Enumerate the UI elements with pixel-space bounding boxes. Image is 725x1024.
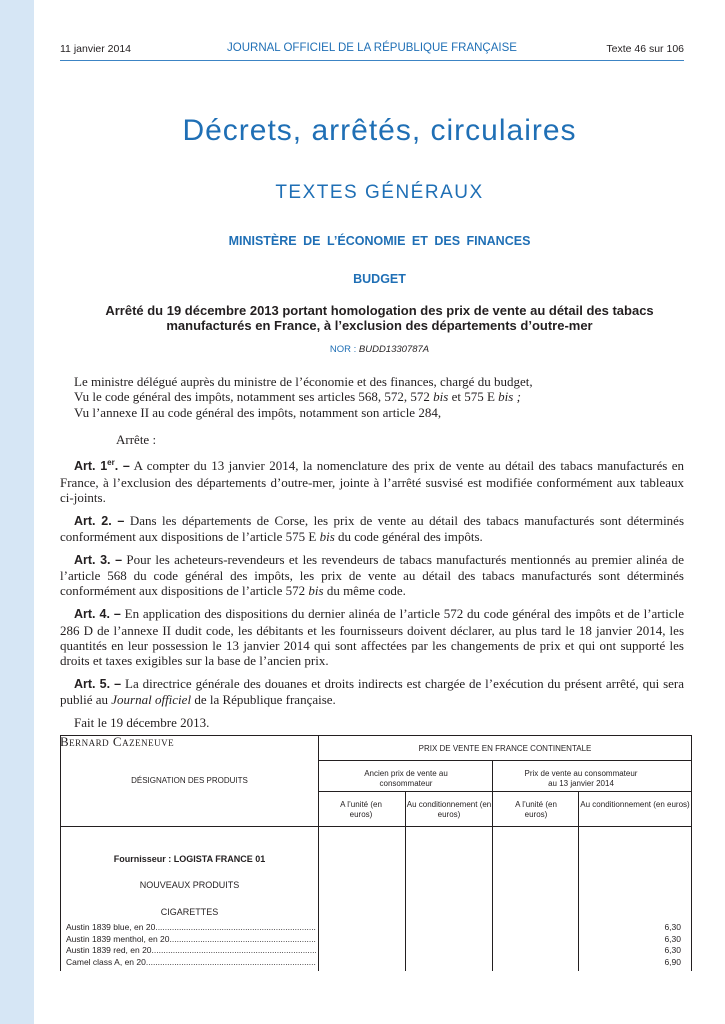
- header-text-number: Texte 46 sur 106: [606, 43, 684, 55]
- header-divider: [60, 60, 684, 61]
- signature: Bernard Cazeneuve: [60, 734, 175, 750]
- new-price-header: Prix de vente au consommateur au 13 janvier 2014: [524, 769, 638, 788]
- article-5: [60, 676, 684, 708]
- header-journal-title: JOURNAL OFFICIEL DE LA RÉPUBLIQUE FRANÇAISE: [227, 42, 517, 54]
- article-3-text-b: du même code.: [326, 583, 406, 599]
- arrete-body: [60, 374, 684, 750]
- product-price: 6,90: [664, 957, 681, 968]
- article-2: [60, 513, 684, 545]
- article-3: [60, 552, 684, 599]
- new-unit-header: A l’unité (en euros): [515, 800, 557, 819]
- supplier-label: Fournisseur : LOGISTA FRANCE 01: [113, 854, 266, 864]
- product-rows: [66, 922, 686, 969]
- col-designation-header: DÉSIGNATION DES PRODUITS: [131, 776, 248, 785]
- article-2-bis: bis: [319, 529, 335, 545]
- done-date: Fait le 19 décembre 2013.: [74, 715, 210, 730]
- article-2-text-a: Dans les départements de Corse, les prix de vente au détail des tabacs manufacturés sont déterminés conformément aux dispositions de l’article 575 E: [60, 512, 685, 545]
- nor-code: BUDD1330787A: [358, 344, 430, 355]
- article-2-text-b: du code général des impôts.: [338, 529, 483, 545]
- article-2-label: Art. 2. –: [74, 513, 125, 528]
- old-pack-header: Au conditionnement (en euros): [406, 800, 492, 819]
- arrete-title: Arrêté du 19 décembre 2013 portant homologation des prix de vente au détail des tabacs manufacturés en France, à l’exclusion des départements d’outre-mer: [105, 303, 654, 333]
- table-row: [66, 945, 686, 957]
- article-4-label: Art. 4. –: [74, 607, 121, 622]
- price-group-header: PRIX DE VENTE EN FRANCE CONTINENTALE: [418, 744, 592, 753]
- preamble-code-text-a: Vu le code général des impôts, notamment ses articles 568, 572, 572: [74, 389, 430, 405]
- header-date: 11 janvier 2014: [60, 43, 132, 55]
- article-3-text-a: Pour les acheteurs-revendeurs et les revendeurs de tabacs manufacturés mentionnés au premier alinéa de l’article 568 du code général des impôts, les prix de vente au détail des tabacs manufacturés sont déterminés conformément aux dispositions de l’article 572: [60, 551, 684, 599]
- article-5-text-a: La directrice générale des douanes et droits indirects est chargée de l’exécution du présent arrêté, qui sera publié au: [60, 675, 685, 708]
- category-label: CIGARETTES: [160, 907, 219, 917]
- article-5-label: Art. 5. –: [74, 676, 122, 691]
- product-name: Austin 1839 menthol, en 20 .....: [66, 934, 316, 946]
- article-3-label: Art. 3. –: [74, 552, 123, 567]
- table-row: [66, 934, 686, 946]
- nor-label: NOR :: [329, 344, 357, 355]
- document-page: [34, 0, 725, 1024]
- article-1: [60, 455, 684, 505]
- arrete-word: Arrête :: [116, 431, 157, 447]
- product-name: Camel class A, en 20 .....: [66, 957, 316, 969]
- new-pack-header: Au conditionnement (en euros): [580, 800, 690, 809]
- page-title: Décrets, arrêtés, circulaires: [182, 114, 577, 147]
- article-1-label: Art. 1er. –: [74, 458, 130, 474]
- article-5-text-b: de la République française.: [194, 692, 336, 708]
- new-products-label: NOUVEAUX PRODUITS: [139, 880, 240, 890]
- product-name: Austin 1839 red, en 20 .....: [66, 945, 316, 957]
- preamble-code: [60, 389, 684, 404]
- preamble-bis-1: bis: [433, 389, 449, 405]
- product-price: 6,30: [664, 922, 681, 932]
- old-price-header: Ancien prix de vente au consommateur: [364, 769, 448, 788]
- preamble-bis-2: bis ;: [498, 389, 521, 405]
- table-row: [66, 922, 686, 934]
- article-4-text: En application des dispositions du dernier alinéa de l’article 572 du code général des impôts et de l’article 286 D de l’annexe II dudit code, les débitants et les fournisseurs doivent déclarer, au plus tard le 18 janvier 2014, les quantités en leur possession le 13 janvier 2014 qui sont affectées par les changements de prix et qui ont supporté les droits et taxes exigibles sur la base de l’ancien prix.: [60, 606, 685, 669]
- table-row: [66, 957, 686, 969]
- preamble-annexe: Vu l’annexe II au code général des impôts, notamment son article 284,: [74, 404, 442, 420]
- article-3-bis: bis: [308, 583, 324, 599]
- page-header: [60, 43, 684, 57]
- product-name: Austin 1839 blue, en 20 .....: [66, 922, 316, 934]
- preamble-minister: Le ministre délégué auprès du ministre de l’économie et des finances, chargé du budget,: [74, 374, 533, 389]
- article-1-text: A compter du 13 janvier 2014, la nomenclature des prix de vente au détail des tabacs manufacturés en France, à l’exclusion des départements d’outre-mer, jointe à l’arrêté susvisé est modifiée conformément aux tableaux ci-joints.: [60, 458, 685, 505]
- article-4: [60, 606, 684, 668]
- ministry-heading: MINISTÈRE DE L’ÉCONOMIE ET DES FINANCES: [228, 234, 531, 248]
- preamble-code-text-b: et 575 E: [451, 389, 495, 405]
- section-subtitle: TEXTES GÉNÉRAUX: [275, 182, 484, 203]
- product-price: 6,30: [664, 945, 681, 956]
- old-unit-header: A l’unité (en euros): [340, 800, 382, 819]
- nor-reference: [34, 344, 725, 355]
- product-price: 6,30: [664, 933, 681, 944]
- article-5-journal: Journal officiel: [111, 692, 192, 708]
- price-table: [60, 735, 692, 971]
- budget-heading: BUDGET: [353, 272, 406, 286]
- left-margin-band: [0, 0, 34, 1024]
